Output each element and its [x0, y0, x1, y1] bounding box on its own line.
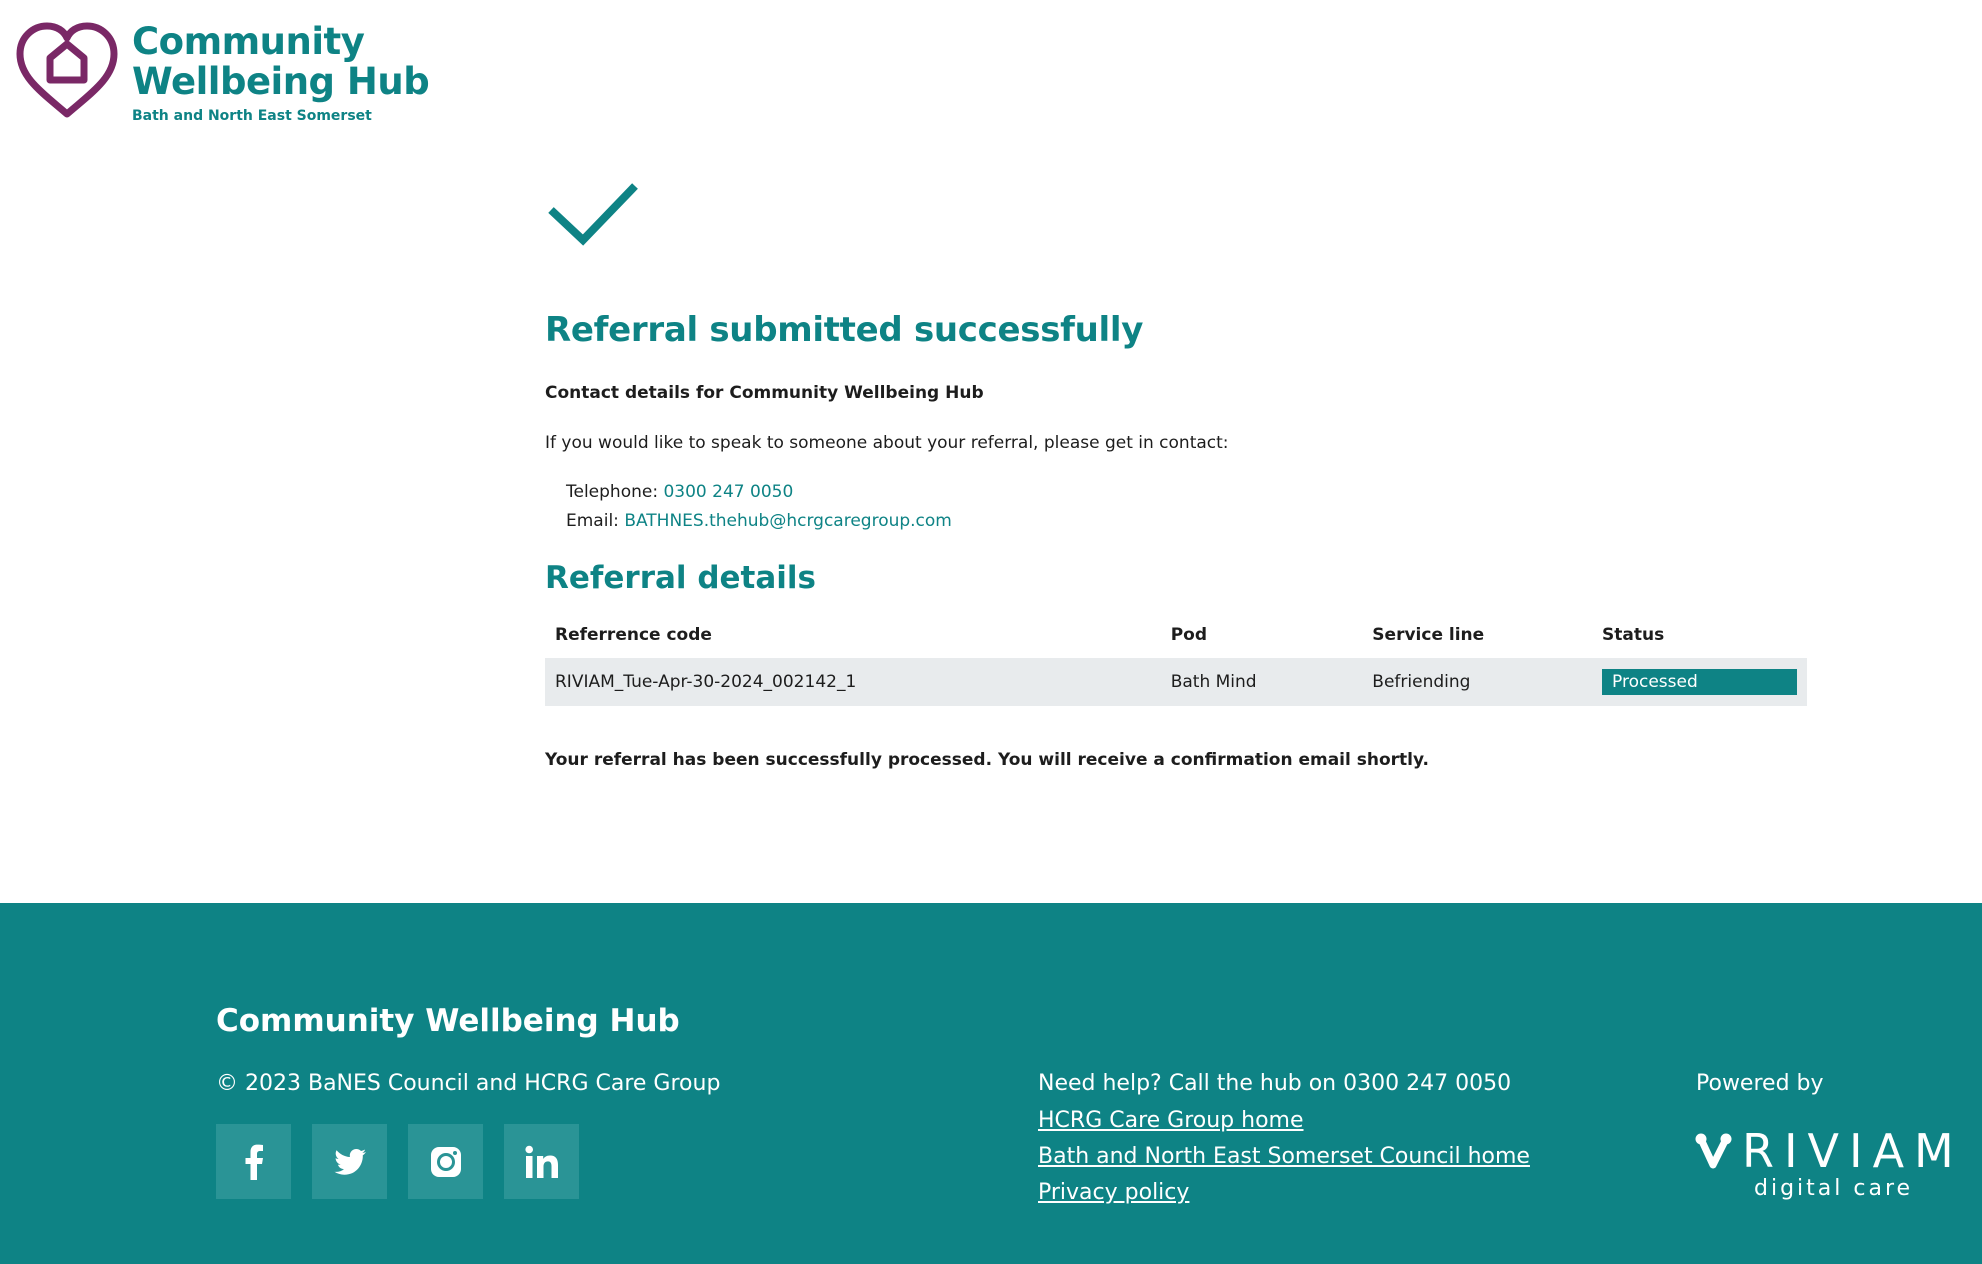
site-footer [0, 903, 1982, 1264]
linkedin-icon [520, 1140, 564, 1184]
footer-link-banes-council-home[interactable]: Bath and North East Somerset Council home [1038, 1144, 1530, 1169]
logo-title-line1: Community [132, 20, 365, 63]
email-link[interactable]: BATHNES.thehub@hcrgcaregroup.com [624, 511, 952, 531]
riviam-tagline: digital care [1754, 1176, 1914, 1201]
cell-reference-code: RIVIAM_Tue-Apr-30-2024_002142_1 [545, 658, 1161, 706]
referral-details-title: Referral details [545, 560, 816, 596]
twitter-icon [328, 1140, 372, 1184]
status-badge: Processed [1602, 669, 1797, 695]
contact-telephone [566, 482, 793, 502]
contact-intro: If you would like to speak to someone about your referral, please get in contact: [545, 433, 1229, 453]
footer-help-text: Need help? Call the hub on 0300 247 0050 [1038, 1071, 1512, 1096]
social-links [216, 1124, 579, 1199]
heart-house-logo-icon [14, 20, 120, 120]
instagram-link[interactable] [408, 1124, 483, 1199]
checkmark-icon [545, 180, 641, 248]
page-title: Referral submitted successfully [545, 310, 1144, 350]
footer-links [1038, 1107, 1530, 1206]
contact-heading: Contact details for Community Wellbeing Hub [545, 383, 984, 403]
table-header-row [545, 612, 1807, 658]
powered-by-label: Powered by [1696, 1071, 1824, 1096]
footer-copyright: © 2023 BaNES Council and HCRG Care Group [216, 1071, 721, 1096]
linkedin-link[interactable] [504, 1124, 579, 1199]
contact-email [566, 511, 952, 531]
logo-subtitle: Bath and North East Somerset [132, 108, 372, 124]
footer-link-privacy-policy[interactable]: Privacy policy [1038, 1180, 1190, 1205]
telephone-label: Telephone: [566, 482, 659, 502]
riviam-logo[interactable] [1694, 1124, 1964, 1201]
processed-message: Your referral has been successfully processed. You will receive a confirmation email shortly. [545, 750, 1429, 770]
site-logo[interactable] [14, 20, 429, 124]
riviam-mark-icon [1694, 1131, 1734, 1171]
col-header-service-line: Service line [1372, 625, 1485, 645]
facebook-link[interactable] [216, 1124, 291, 1199]
col-header-reference: Referrence code [555, 625, 712, 645]
twitter-link[interactable] [312, 1124, 387, 1199]
instagram-icon [424, 1140, 468, 1184]
riviam-wordmark: RIVIAM [1742, 1124, 1964, 1178]
col-header-status: Status [1602, 625, 1665, 645]
cell-status [1592, 658, 1807, 706]
table-row [545, 658, 1807, 706]
footer-title: Community Wellbeing Hub [216, 1003, 680, 1039]
footer-link-hcrg-home[interactable]: HCRG Care Group home [1038, 1108, 1304, 1133]
telephone-link[interactable]: 0300 247 0050 [663, 482, 794, 502]
cell-service-line: Befriending [1362, 658, 1592, 706]
logo-title-line2: Wellbeing Hub [132, 60, 430, 103]
facebook-icon [232, 1140, 276, 1184]
col-header-pod: Pod [1170, 625, 1208, 645]
referral-table [545, 612, 1807, 706]
cell-pod: Bath Mind [1161, 658, 1363, 706]
email-label: Email: [566, 511, 619, 531]
